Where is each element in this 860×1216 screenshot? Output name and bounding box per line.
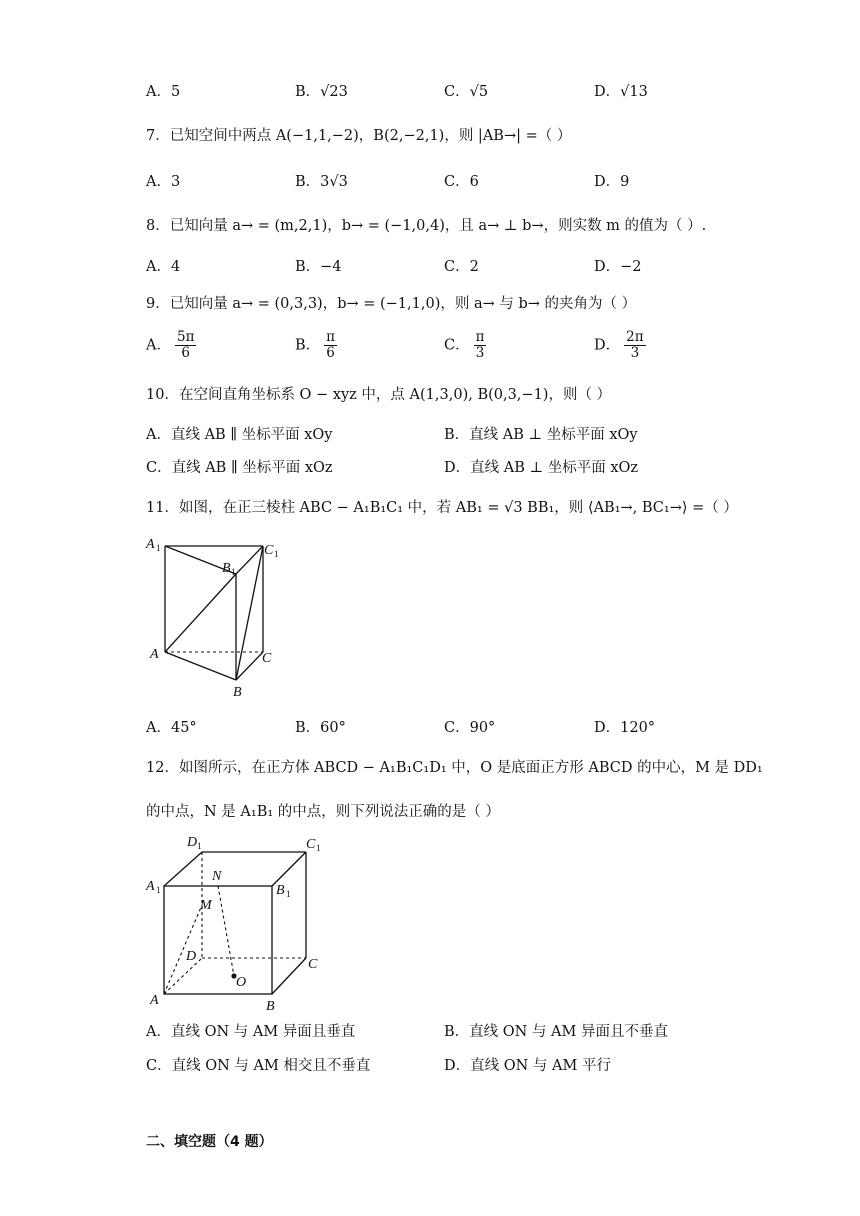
q6-option-d: D．√13 <box>594 84 648 100</box>
svg-text:1: 1 <box>286 889 291 899</box>
q7-stem: 7．已知空间中两点 A(−1,1,−2)，B(2,−2,1)，则 |AB→| =（ ） <box>146 128 572 144</box>
q6-option-c: C．√5 <box>444 84 489 100</box>
q10-option-a: A．直线 AB ∥ 坐标平面 xOy <box>146 427 333 443</box>
label-c1: C <box>306 837 316 852</box>
label-d1: D <box>187 835 198 850</box>
label-a1: A <box>146 537 155 552</box>
q9-option-d: D． $\frac{2\pi}{3}$ <box>594 329 644 361</box>
label-n: N <box>212 869 222 884</box>
label-a: A <box>150 993 159 1008</box>
q11-option-c: C．90° <box>444 720 496 736</box>
label-b: B <box>266 999 275 1014</box>
q12-option-d: D．直线 ON 与 AM 平行 <box>444 1058 611 1074</box>
q10-option-b: B．直线 AB ⊥ 坐标平面 xOy <box>444 427 638 443</box>
q10-stem: 10．在空间直角坐标系 O − xyz 中，点 A(1,3,0), B(0,3,−1)，则（ ） <box>146 387 612 403</box>
q8-option-b: B．−4 <box>295 259 342 275</box>
q12-option-c: C．直线 ON 与 AM 相交且不垂直 <box>146 1058 371 1074</box>
svg-text:1: 1 <box>316 843 321 853</box>
q9-option-b: B． $\frac{\pi}{6}$ <box>295 329 336 361</box>
label-o: O <box>236 975 247 990</box>
svg-text:1: 1 <box>274 549 279 559</box>
svg-text:1: 1 <box>156 543 161 553</box>
section-title: 二、填空题（4 题） <box>146 1134 273 1150</box>
q8-option-a: A．4 <box>146 259 181 275</box>
q11-option-d: D．120° <box>594 720 656 736</box>
q9-stem: 9．已知向量 a→ = (0,3,3)，b→ = (−1,1,0)，则 a→ 与 b→ 的夹角为（ ） <box>146 296 637 312</box>
q12-option-a: A．直线 ON 与 AM 异面且垂直 <box>146 1024 356 1040</box>
q8-stem: 8．已知向量 a→ = (m,2,1)，b→ = (−1,0,4)，且 a→ ⊥ b→，则实数 m 的值为（ ）. <box>146 218 707 234</box>
q6-option-b: B．√23 <box>295 84 348 100</box>
q11-stem: 11．如图，在正三棱柱 ABC − A₁B₁C₁ 中，若 AB₁ = √3 BB₁，则 ⟨AB₁→, BC₁→⟩ =（ ） <box>146 500 738 516</box>
q7-option-a: A．3 <box>146 174 181 190</box>
q12-option-b: B．直线 ON 与 AM 异面且不垂直 <box>444 1024 668 1040</box>
q9-option-a: A． $\frac{5\pi}{6}$ <box>146 329 195 361</box>
svg-text:1: 1 <box>156 885 161 895</box>
svg-text:1: 1 <box>231 567 236 577</box>
q10-option-c: C．直线 AB ∥ 坐标平面 xOz <box>146 460 333 476</box>
cube-figure <box>140 830 340 1015</box>
label-a1: A <box>146 879 155 894</box>
label-b1: B <box>222 561 231 576</box>
q9-option-c: C． $\frac{\pi}{3}$ <box>444 329 485 361</box>
label-c: C <box>308 957 318 972</box>
label-m: M <box>200 898 212 913</box>
label-b1: B <box>276 883 285 898</box>
prism-figure <box>140 532 290 704</box>
label-c1: C <box>264 543 274 558</box>
q7-option-d: D．9 <box>594 174 630 190</box>
q7-option-c: C．6 <box>444 174 479 190</box>
label-d: D <box>186 949 197 964</box>
q12-stem-line2: 的中点，N 是 A₁B₁ 的中点，则下列说法正确的是（ ） <box>146 804 500 820</box>
q8-option-c: C．2 <box>444 259 479 275</box>
label-a: A <box>150 647 159 662</box>
q8-option-d: D．−2 <box>594 259 642 275</box>
q6-option-a: A．5 <box>146 84 181 100</box>
label-c: C <box>262 651 272 666</box>
q7-option-b: B．3√3 <box>295 174 348 190</box>
label-b: B <box>233 685 242 700</box>
q11-option-b: B．60° <box>295 720 346 736</box>
q12-stem-line1: 12．如图所示，在正方体 ABCD − A₁B₁C₁D₁ 中，O 是底面正方形 ABCD 的中心，M 是 DD₁ <box>146 760 763 776</box>
q10-option-d: D．直线 AB ⊥ 坐标平面 xOz <box>444 460 639 476</box>
q11-option-a: A．45° <box>146 720 197 736</box>
svg-text:1: 1 <box>197 841 202 851</box>
